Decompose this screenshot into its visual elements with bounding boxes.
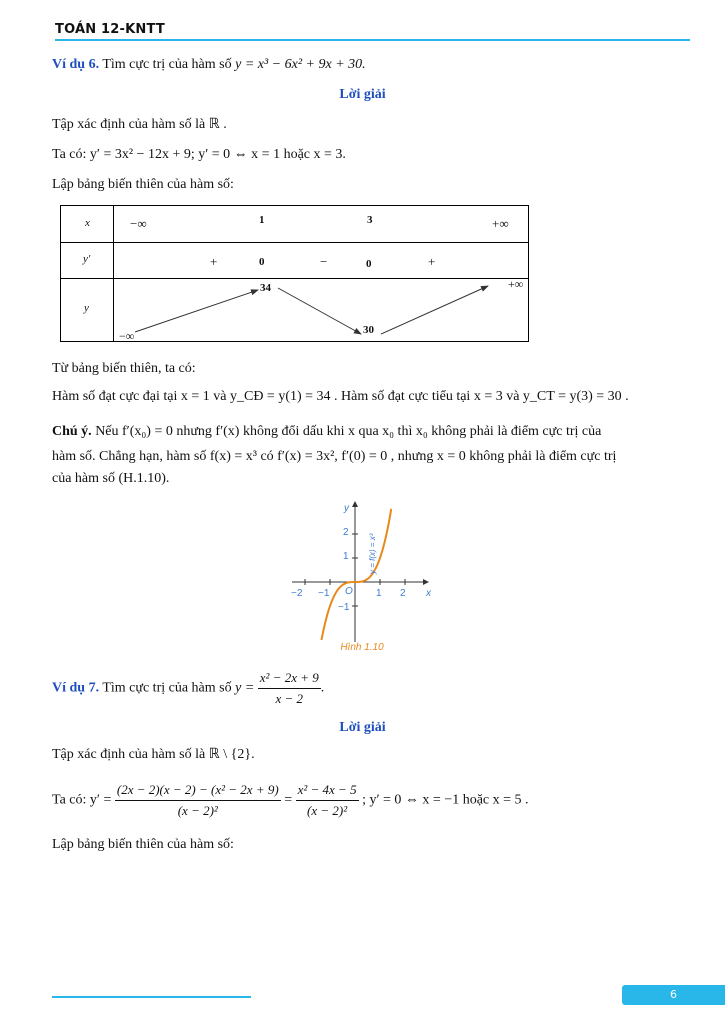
y-pos-inf: +∞ [508, 277, 524, 291]
y-max-34: 34 [260, 282, 271, 294]
sign-zero-1: 0 [259, 256, 265, 268]
example6-conclusion-intro: Từ bảng biến thiên, ta có: [52, 361, 196, 376]
y-tick-2: 2 [343, 527, 349, 538]
example7-num1: (2x − 2)(x − 2) − (x² − 2x + 9) [115, 780, 281, 801]
example6-statement [52, 56, 366, 74]
example7-denominator: x − 2 [275, 691, 304, 706]
x-value-3: 3 [367, 214, 373, 226]
sign-plus-1: + [210, 254, 218, 269]
note-line-3: của hàm số (H.1.10). [52, 471, 170, 486]
note-line-2: hàm số. Chẳng hạn, hàm số f(x) = x³ có f′(x) = 3x², f′(0) = 0 , nhưng x = 0 không phải là điểm cực trị [52, 449, 617, 464]
y-min-30: 30 [363, 324, 374, 336]
variation-arrows [61, 206, 530, 343]
footer-divider [52, 996, 251, 998]
example7-statement: Ví dụ 7. Tìm cực trị của hàm số y = $\frac{\text{x² − 2x + 9}}{x - 2}$ . [52, 668, 324, 709]
note-label: Chú ý. [52, 424, 92, 439]
sign-minus: − [320, 254, 328, 269]
curve-label: y = f(x) = x³ [368, 533, 377, 574]
x-tick-2: 2 [400, 588, 406, 599]
arrow-decreasing [278, 288, 361, 334]
example7-derivative-line: Ta có: y′ = $\frac{\text{(2x − 2)(x − 2) − (x² − 2x + 9)}}{\text{(x − 2)²}}$ = $\frac{\text{x² − 4x − 5}}{\text{(x − 2)²}}$ ; y′ = 0 ⇔ x = −1 hoặc x = 5 . [52, 780, 529, 821]
cubic-curve [321, 509, 391, 640]
row-label-yprime: y′ [83, 253, 91, 265]
example7-den1: (x − 2)² [177, 803, 218, 818]
example6-solution-title: Lời giải [339, 87, 386, 102]
page-number-badge: 6 [622, 985, 725, 1005]
example7-den2: (x − 2)² [307, 803, 348, 818]
x-neg-inf: −∞ [130, 216, 147, 231]
sign-zero-2: 0 [366, 258, 372, 270]
example6-table-intro: Lập bảng biến thiên của hàm số: [52, 177, 234, 192]
example7-num2: x² − 4x − 5 [296, 780, 359, 801]
example7-text: Tìm cực trị của hàm số [102, 680, 232, 696]
example6-derivative-line: Ta có: y′ = 3x² − 12x + 9; y′ = 0 ⇔ x = 1 hoặc x = 3. [52, 147, 346, 162]
example7-label: Ví dụ 7. [52, 680, 100, 696]
example7-domain-line: Tập xác định của hàm số là ℝ \ {2}. [52, 747, 255, 762]
row-label-y: y [84, 302, 89, 314]
example6-domain-line: Tập xác định của hàm số là ℝ . [52, 117, 227, 132]
y-neg-inf: −∞ [119, 329, 135, 343]
note-line1-text: Nếu f′(x₀) = 0 nhưng f′(x) không đổi dấu khi x qua x₀ thì x₀ không phải là điểm cực trị của [95, 424, 602, 439]
example7-tail: ; y′ = 0 ⇔ x = −1 hoặc x = 5 . [362, 792, 529, 808]
x-value-1: 1 [259, 214, 265, 226]
x-pos-inf: +∞ [492, 216, 509, 231]
row-label-x: x [85, 217, 90, 229]
x-tick-neg1: −1 [318, 588, 330, 599]
example6-text: Tìm cực trị của hàm số [102, 57, 232, 72]
example7-numerator: x² − 2x + 9 [258, 668, 321, 689]
example7-solution-title: Lời giải [339, 720, 386, 735]
x-axis-label: x [426, 588, 431, 599]
arrow-increasing-1 [135, 290, 258, 332]
arrow-increasing-2 [381, 286, 488, 334]
y-tick-1: 1 [343, 551, 349, 562]
variation-table [60, 205, 529, 342]
document-header-title: TOÁN 12-KNTT [55, 22, 165, 37]
example6-label: Ví dụ 6. [52, 57, 100, 72]
y-axis-label: y [344, 503, 349, 514]
figure-cubic-graph [288, 492, 436, 657]
note-line-1 [52, 423, 601, 441]
example7-table-intro: Lập bảng biến thiên của hàm số: [52, 837, 234, 852]
example7-ta-co: Ta có: y′ = [52, 792, 112, 808]
figure-caption: Hình 1.10 [340, 642, 384, 653]
sign-plus-2: + [428, 254, 436, 269]
x-tick-neg2: −2 [291, 588, 303, 599]
example6-conclusion: Hàm số đạt cực đại tại x = 1 và y_CĐ = y(1) = 34 . Hàm số đạt cực tiểu tại x = 3 và y_CT = y(3) = 30 . [52, 389, 629, 404]
example7-fraction [258, 668, 321, 709]
example7-fraction-2 [296, 780, 359, 821]
example7-y-eq: y = [235, 680, 255, 696]
header-divider [55, 39, 690, 41]
origin-label: O [345, 586, 353, 597]
example6-formula: y = x³ − 6x² + 9x + 30. [235, 57, 366, 72]
example7-fraction-1 [115, 780, 281, 821]
x-tick-1: 1 [376, 588, 382, 599]
y-tick-neg1: −1 [338, 602, 350, 613]
